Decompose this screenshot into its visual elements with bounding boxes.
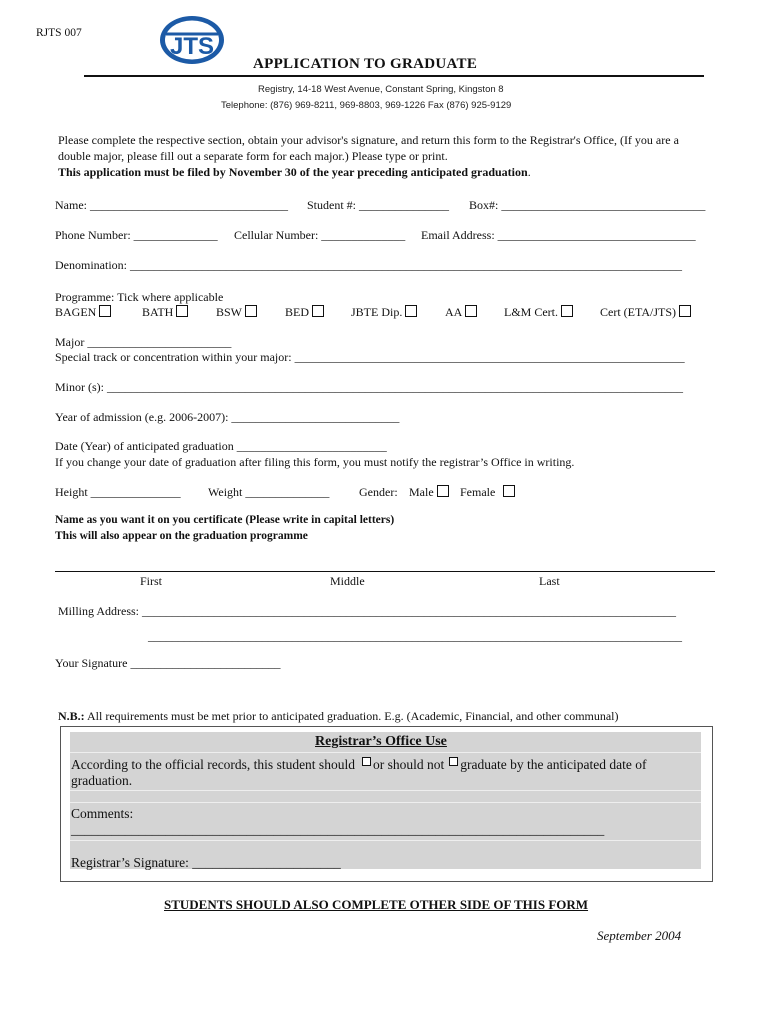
box-separator <box>70 802 701 803</box>
last-name-label: Last <box>539 574 560 588</box>
programme-option-cert-eta[interactable] <box>600 305 691 320</box>
jts-logo <box>158 14 226 66</box>
intro-line-1: Please complete the respective section, obtain your advisor's signature, and return this form to the Registrar's Office, (If you are a <box>58 133 679 147</box>
programme-label-cert-eta: Cert (ETA/JTS) <box>600 305 677 319</box>
deadline-period: . <box>527 165 531 179</box>
gender-option-male[interactable] <box>409 485 449 500</box>
checkbox-female[interactable] <box>503 485 515 497</box>
programme-option-bsw[interactable] <box>216 305 257 320</box>
height-field[interactable]: Height _______________ <box>55 485 181 499</box>
nb-text: All requirements must be met prior to anticipated graduation. E.g. (Academic, Financial, and other communal) <box>84 709 619 723</box>
first-name-label: First <box>140 574 163 588</box>
checkbox-aa[interactable] <box>465 305 477 317</box>
programme-label-lm-cert: L&M Cert. <box>504 305 558 319</box>
checkbox-should-not[interactable] <box>449 757 458 766</box>
middle-name-label: Middle <box>330 574 365 588</box>
minor-field[interactable]: Minor (s): ________________________________________________________________________________________________ <box>55 380 683 394</box>
registrar-signature-field[interactable]: Registrar’s Signature: ______________________ <box>71 855 341 870</box>
checkbox-bath[interactable] <box>176 305 188 317</box>
major-field[interactable]: Major ________________________ <box>55 335 232 349</box>
programme-label-jbte: JBTE Dip. <box>351 305 403 319</box>
registrar-decision <box>71 757 647 773</box>
deadline-text: This application must be filed by November 30 of the year preceding anticipated graduation <box>58 165 528 179</box>
checkbox-cert-eta[interactable] <box>679 305 691 317</box>
graduation-date-field[interactable]: Date (Year) of anticipated graduation _________________________ <box>55 439 387 453</box>
special-track-field[interactable]: Special track or concentration within your major: _________________________________________________________________ <box>55 350 685 364</box>
jts-logo-mark <box>158 14 226 66</box>
checkbox-should[interactable] <box>362 757 371 766</box>
programme-label-aa: AA <box>445 305 463 319</box>
programme-option-lm-cert[interactable] <box>504 305 573 320</box>
intro-deadline <box>58 165 531 180</box>
gender-female-label: Female <box>460 485 496 499</box>
cellular-field[interactable]: Cellular Number: ______________ <box>234 228 406 242</box>
graduation-change-notice: If you change your date of graduation after filing this form, you must notify the registrar’s Office in writing. <box>55 455 575 469</box>
box-separator <box>70 752 701 753</box>
form-code: RJTS 007 <box>36 27 82 39</box>
programme-label-bath: BATH <box>142 305 174 319</box>
programme-label: Programme: Tick where applicable <box>55 290 224 304</box>
gender-male-label: Male <box>409 485 434 499</box>
checkbox-bagen[interactable] <box>99 305 111 317</box>
programme-option-jbte[interactable] <box>351 305 417 320</box>
gender-option-female[interactable] <box>460 485 515 500</box>
registrar-decision-end: graduation. <box>71 773 133 788</box>
form-date: September 2004 <box>597 928 682 943</box>
checkbox-jbte[interactable] <box>405 305 417 317</box>
email-field[interactable]: Email Address: _________________________________ <box>421 228 696 242</box>
programme-label-bagen: BAGEN <box>55 305 97 319</box>
weight-field[interactable]: Weight ______________ <box>208 485 330 499</box>
programme-option-aa[interactable] <box>445 305 477 320</box>
programme-option-bed[interactable] <box>285 305 324 320</box>
programme-option-bath[interactable] <box>142 305 188 320</box>
mailing-address-field-2[interactable]: _________________________________________________________________________________________ <box>148 629 682 643</box>
denomination-field[interactable]: Denomination: ____________________________________________________________________________________________ <box>55 258 682 272</box>
certificate-name-line[interactable] <box>55 571 715 572</box>
student-number-field[interactable]: Student #: _______________ <box>307 198 450 212</box>
programme-label-bed: BED <box>285 305 309 319</box>
mailing-address-field[interactable]: Milling Address: _________________________________________________________________________________________ <box>58 604 677 618</box>
logo-lettering: JTS <box>169 33 215 60</box>
registry-telephone: Telephone: (876) 969-8211, 969-8803, 969-1226 Fax (876) 925-9129 <box>221 100 512 111</box>
year-admission-field[interactable]: Year of admission (e.g. 2006-2007): ____________________________ <box>55 410 400 424</box>
certificate-instruction: Name as you want it on you certificate (Please write in capital letters) <box>55 514 395 526</box>
programme-label-bsw: BSW <box>216 305 243 319</box>
intro-line-2: double major, please fill out a separate form for each major.) Please type or print. <box>58 149 448 163</box>
programme-note: This will also appear on the graduation programme <box>55 530 308 542</box>
box-separator <box>70 790 701 791</box>
other-side-notice: STUDENTS SHOULD ALSO COMPLETE OTHER SIDE OF THIS FORM <box>164 897 589 912</box>
checkbox-lm-cert[interactable] <box>561 305 573 317</box>
comments-label: Comments: <box>71 806 134 821</box>
checkbox-male[interactable] <box>437 485 449 497</box>
title-rule <box>84 75 704 77</box>
checkbox-bsw[interactable] <box>245 305 257 317</box>
signature-field[interactable]: Your Signature _________________________ <box>55 656 281 670</box>
decision-text-c: graduate by the anticipated date of <box>460 757 647 772</box>
box-separator <box>70 840 701 841</box>
gender-label: Gender: <box>359 485 398 499</box>
registrar-box-title: Registrar’s Office Use <box>315 734 447 749</box>
box-number-field[interactable]: Box#: __________________________________ <box>469 198 706 212</box>
nb-label: N.B.: <box>58 709 85 723</box>
phone-field[interactable]: Phone Number: ______________ <box>55 228 218 242</box>
registry-address: Registry, 14-18 West Avenue, Constant Spring, Kingston 8 <box>258 84 504 95</box>
nb-note <box>58 709 619 724</box>
page-title: APPLICATION TO GRADUATE <box>253 56 478 72</box>
decision-text-a: According to the official records, this student should <box>71 757 355 772</box>
checkbox-bed[interactable] <box>312 305 324 317</box>
programme-option-bagen[interactable] <box>55 305 111 320</box>
decision-text-b: or should not <box>372 757 445 772</box>
comments-field[interactable]: _______________________________________________________________________________ <box>71 822 605 837</box>
name-field[interactable]: Name: _________________________________ <box>55 198 288 212</box>
